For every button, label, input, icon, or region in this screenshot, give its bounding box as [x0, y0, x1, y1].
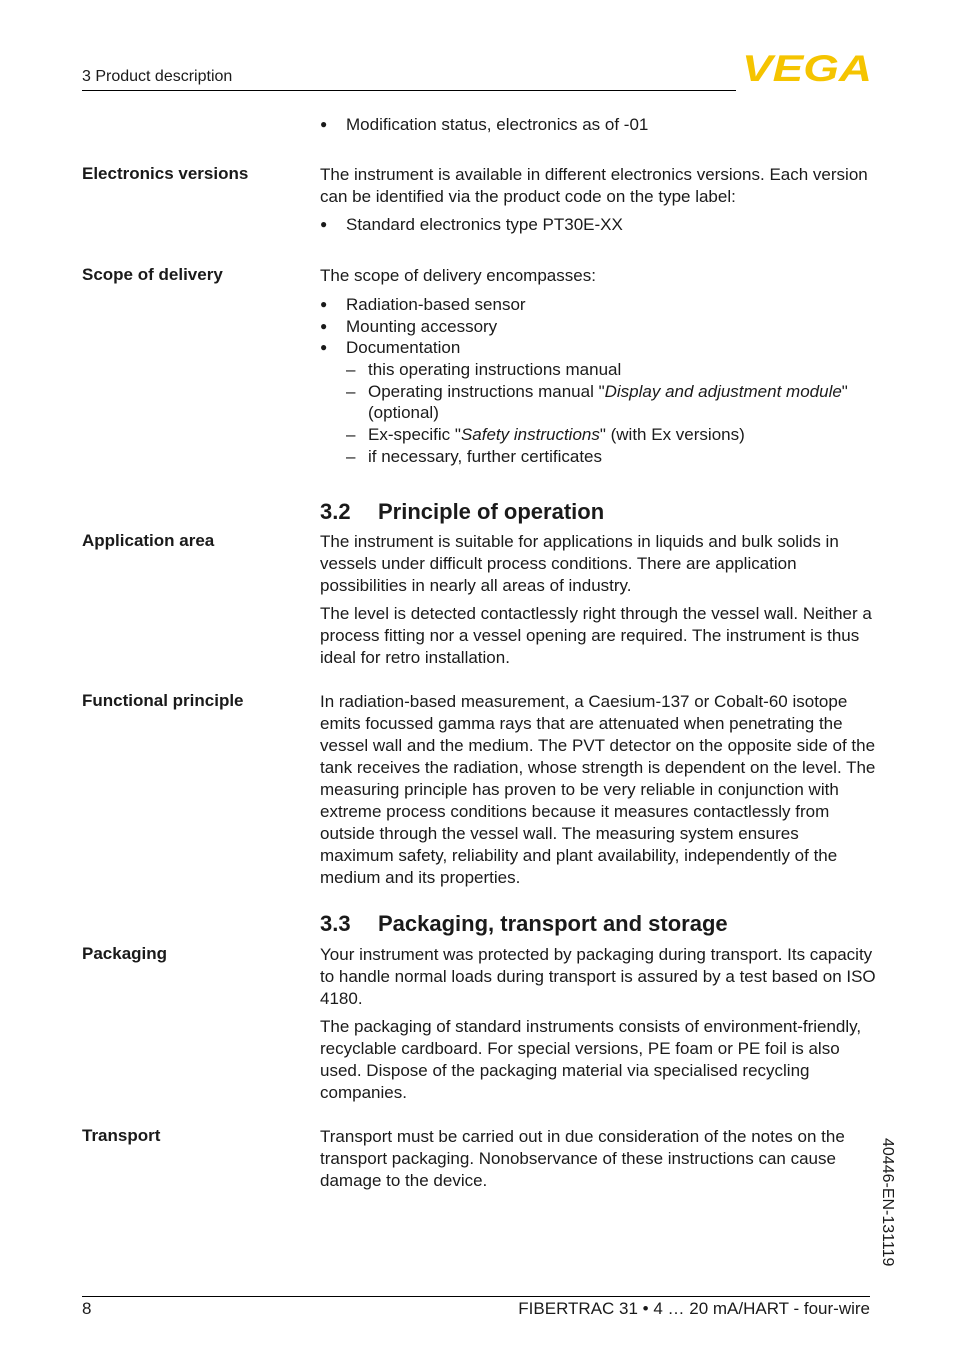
list-item: ● Documentation	[320, 337, 876, 359]
packaging-text-1: Your instrument was protected by packaging during transport. Its capacity to handle normal loads during transport is assured by a test based on ISO 4180.	[320, 945, 876, 1008]
list-item: ● Radiation-based sensor	[320, 294, 876, 316]
label-application-area: Application area	[82, 531, 215, 550]
application-area-text-2: The level is detected contactlessly right through the vessel wall. Neither a process fitting nor a vessel opening are required. The instrument is thus ideal for retro installation.	[320, 604, 872, 667]
section-heading-3-3: 3.3 Packaging, transport and storage	[320, 911, 728, 936]
list-item: – Ex-specific "Safety instructions" (with Ex versions)	[346, 424, 866, 446]
label-electronics-versions: Electronics versions	[82, 164, 249, 183]
svg-text:VEGA: VEGA	[742, 52, 872, 84]
application-area-text-1: The instrument is suitable for applications in liquids and bulk solids in vessels under difficult process conditions. There are application possibilities in nearly all areas of industry.	[320, 532, 839, 595]
scope-of-delivery-list	[320, 294, 876, 359]
label-scope-of-delivery: Scope of delivery	[82, 265, 223, 284]
list-item: ● Modification status, electronics as of -01	[320, 114, 876, 136]
label-packaging: Packaging	[82, 944, 168, 963]
label-functional-principle: Functional principle	[82, 691, 244, 710]
electronics-versions-list	[320, 214, 876, 236]
section-heading-3-2: 3.2 Principle of operation	[320, 499, 605, 524]
footer-rule	[82, 1296, 870, 1297]
list-item: – if necessary, further certificates	[346, 446, 866, 468]
list-item: – Operating instructions manual "Display and adjustment module" (optional)	[346, 381, 866, 424]
vega-logo	[742, 52, 872, 84]
list-item: ● Mounting accessory	[320, 316, 876, 338]
functional-principle-text: In radiation-based measurement, a Caesium-137 or Cobalt-60 isotope emits focussed gamma rays that are attenuated when penetrating the vessel wall and the medium. The PVT detector on the opposite side of the tank receives the radiation, whose strength is dependent on the level. The measuring principle has proven to be very reliable in conjunction with extreme process conditions because it measures contactlessly from outside through the vessel wall. The measuring system ensures maximum safety, reliability and plant availability, independently of the medium and its properties.	[320, 692, 876, 887]
packaging-text-2: The packaging of standard instruments consists of environment-friendly, recyclable cardboard. For special versions, PE foam or PE foil is also used. Dispose of the packaging material via specialised recycling companies.	[320, 1017, 862, 1102]
scope-of-delivery-intro: The scope of delivery encompasses:	[320, 266, 596, 285]
list-item: ● Standard electronics type PT30E-XX	[320, 214, 876, 236]
documentation-sublist	[346, 359, 866, 468]
header-rule	[82, 90, 736, 91]
page-number: 8	[82, 1299, 92, 1318]
transport-text: Transport must be carried out in due consideration of the notes on the transport packaging. Nonobservance of these instructions can cause damage to the device.	[320, 1127, 845, 1190]
modification-status-list	[320, 114, 876, 136]
label-transport: Transport	[82, 1126, 161, 1145]
list-item: – this operating instructions manual	[346, 359, 866, 381]
running-header: 3 Product description	[82, 68, 233, 85]
electronics-versions-text: The instrument is available in different electronics versions. Each version can be identified via the product code on the type label:	[320, 165, 868, 206]
document-code: 40446-EN-131119	[879, 1138, 896, 1267]
footer-product-name: FIBERTRAC 31 • 4 … 20 mA/HART - four-wire	[518, 1299, 870, 1318]
